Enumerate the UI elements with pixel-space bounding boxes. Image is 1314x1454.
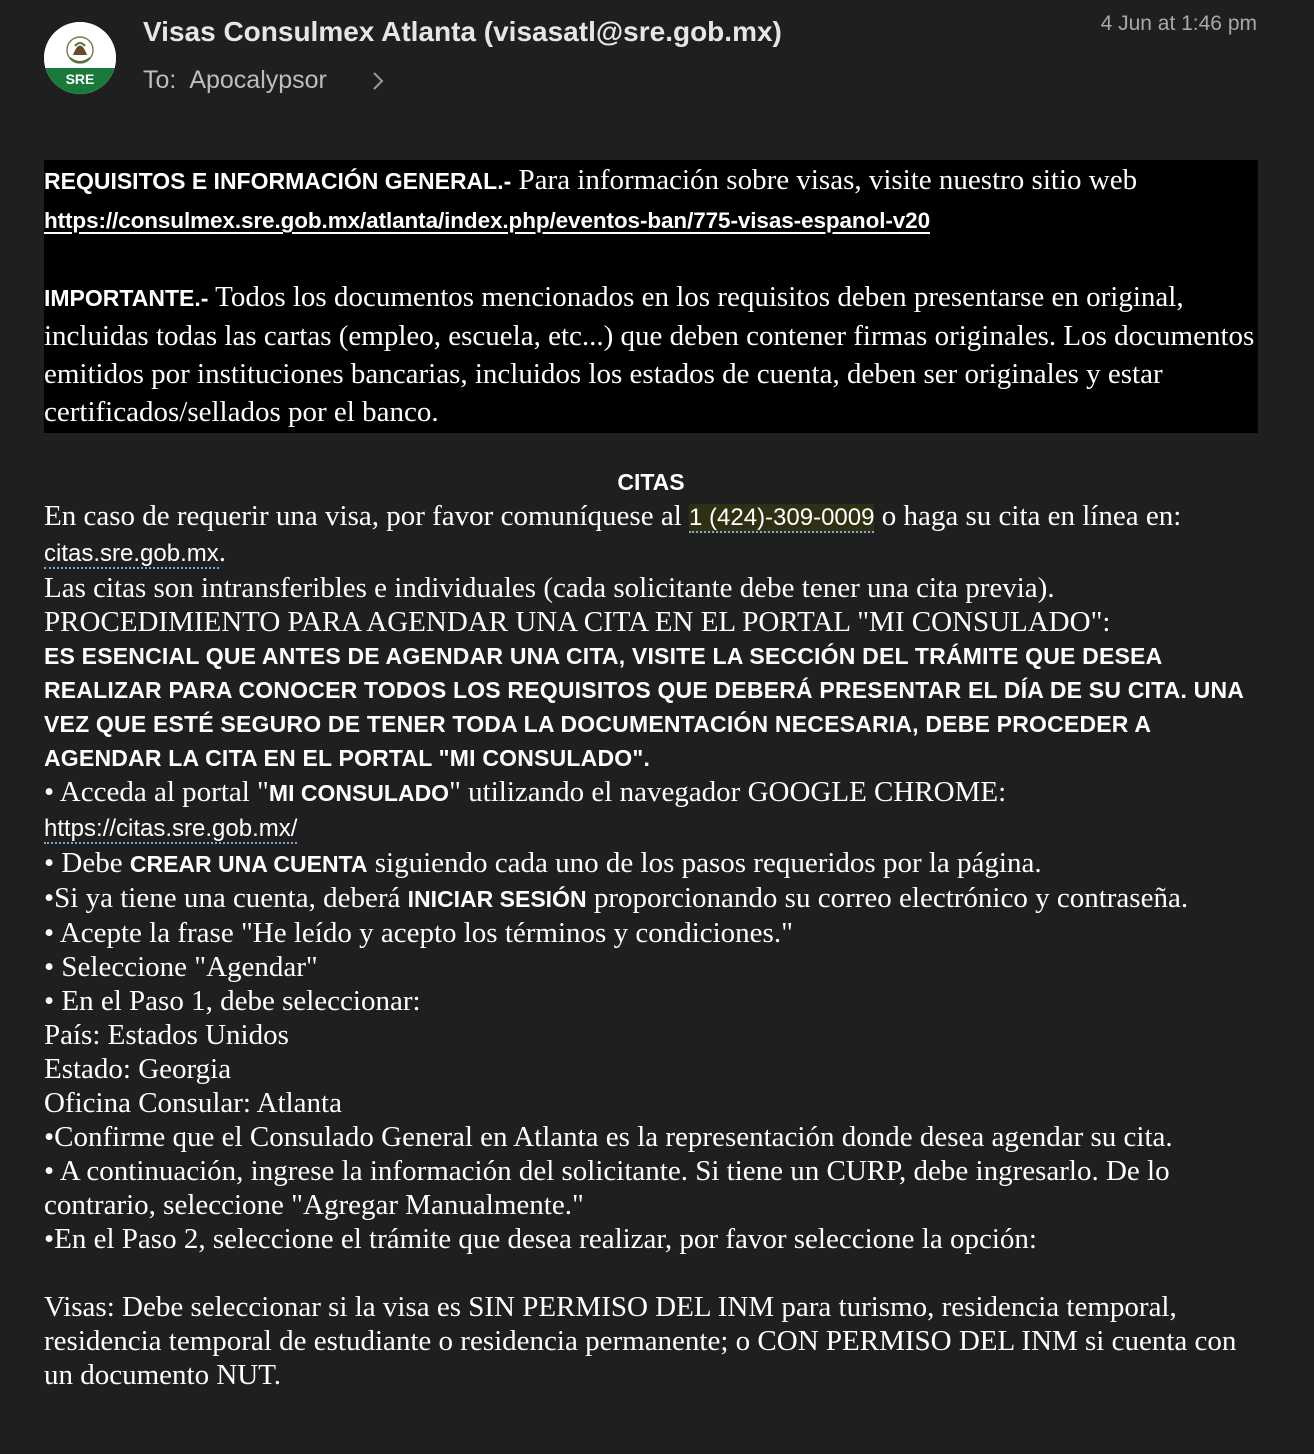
iniciar-text-c: proporcionando su correo electrónico y contraseña. xyxy=(586,882,1189,914)
email-header xyxy=(0,0,1314,130)
portal-link-line xyxy=(44,810,1258,846)
important-label: IMPORTANTE.- xyxy=(44,285,209,311)
chevron-right-icon[interactable] xyxy=(371,70,385,99)
important-text: Todos los documentos mencionados en los requisitos deben presentarse en original, incluidas todas las cartas (empleo, escuela, etc...) que deben contener firmas originales. Los documentos emitidos por instituciones bancarias, incluidos los estados de cuenta, deben ser originales y estar certificados/sellados por el banco. xyxy=(44,281,1255,428)
paso1-line: • En el Paso 1, debe seleccionar: xyxy=(44,985,421,1017)
esencial-paragraph: ES ESENCIAL QUE ANTES DE AGENDAR UNA CITA, VISITE LA SECCIÓN DEL TRÁMITE QUE DESEA REALIZAR PARA CONOCER TODOS LOS REQUISITOS QUE DEBERÁ PRESENTAR EL DÍA DE SU CITA. UNA VEZ QUE ESTÉ SEGURO DE TENER TODA LA DOCUMENTACIÓN NECESARIA, DEBE PROCEDER A AGENDAR LA CITA EN EL PORTAL "MI CONSULADO". xyxy=(44,643,1244,771)
portal-link[interactable]: https://citas.sre.gob.mx/ xyxy=(44,815,298,842)
citas-section xyxy=(44,499,1258,1392)
citas-paragraph xyxy=(44,499,1258,571)
citas-text-3: . xyxy=(218,536,226,568)
requirements-label: REQUISITOS E INFORMACIÓN GENERAL.- xyxy=(44,168,512,194)
estado-line: Estado: Georgia xyxy=(44,1053,232,1085)
acepte-line: • Acepte la frase "He leído y acepto los términos y condiciones." xyxy=(44,917,793,949)
iniciar-text-a: •Si ya tiene una cuenta, deberá xyxy=(44,882,408,914)
requirements-box xyxy=(44,160,1258,433)
citas-heading: CITAS xyxy=(617,469,685,495)
avatar-label: SRE xyxy=(65,71,95,87)
requirements-paragraph xyxy=(44,161,1258,240)
crear-line xyxy=(44,846,1258,881)
visas-info-link[interactable]: https://consulmex.sre.gob.mx/atlanta/index.php/eventos-ban/775-visas-espanol-v20 xyxy=(44,208,931,233)
oficina-line: Oficina Consular: Atlanta xyxy=(44,1087,342,1119)
continuacion-line: • A continuación, ingrese la información del solicitante. Si tiene un CURP, debe ingresarlo. De lo contrario, seleccione "Agregar Manualmente." xyxy=(44,1155,1170,1221)
acceda-text-c: " utilizando el navegador GOOGLE CHROME: xyxy=(449,776,1007,808)
phone-number[interactable]: 1 (424)-309-0009 xyxy=(689,504,875,531)
email-body xyxy=(44,160,1258,1392)
confirme-line: •Confirme que el Consulado General en Atlanta es la representación donde desea agendar su cita. xyxy=(44,1121,1173,1153)
requirements-text: Para información sobre visas, visite nuestro sitio web xyxy=(511,164,1138,196)
important-paragraph xyxy=(44,278,1258,431)
citas-text-1: En caso de requerir una visa, por favor comuníquese al xyxy=(44,500,690,532)
acceda-line xyxy=(44,775,1258,810)
crear-text-c: siguiendo cada uno de los pasos requeridos por la página. xyxy=(367,847,1042,879)
to-label: To: xyxy=(143,66,177,94)
crear-text-a: • Debe xyxy=(44,847,130,879)
iniciar-text-bold: INICIAR SESIÓN xyxy=(407,886,587,912)
recipient-name[interactable]: Apocalypsor xyxy=(189,66,327,94)
acceda-text-a: • Acceda al portal " xyxy=(44,776,269,808)
sender-avatar[interactable] xyxy=(44,22,116,94)
pais-line: País: Estados Unidos xyxy=(44,1019,289,1051)
paso2-line: •En el Paso 2, seleccione el trámite que desea realizar, por favor seleccione la opción: xyxy=(44,1223,1037,1255)
timestamp: 4 Jun at 1:46 pm xyxy=(1100,12,1257,35)
sender-name[interactable]: Visas Consulmex Atlanta (visasatl@sre.gob.mx) xyxy=(143,16,782,47)
visas-paragraph: Visas: Debe seleccionar si la visa es SIN PERMISO DEL INM para turismo, residencia temporal, residencia temporal de estudiante o residencia permanente; o CON PERMISO DEL INM si cuenta con un documento NUT. xyxy=(44,1291,1237,1391)
recipient-line xyxy=(143,66,327,95)
seleccione-line: • Seleccione "Agendar" xyxy=(44,951,318,983)
citas-text-2: o haga su cita en línea en: xyxy=(874,500,1182,532)
citas-link[interactable]: citas.sre.gob.mx xyxy=(44,540,219,567)
intransferibles-line: Las citas son intransferibles e individuales (cada solicitante debe tener una cita previa). xyxy=(44,572,1055,604)
procedimiento-line: PROCEDIMIENTO PARA AGENDAR UNA CITA EN EL PORTAL "MI CONSULADO": xyxy=(44,606,1111,638)
iniciar-line xyxy=(44,881,1258,916)
acceda-text-bold: MI CONSULADO xyxy=(268,780,450,806)
crear-text-bold: CREAR UNA CUENTA xyxy=(129,851,368,877)
